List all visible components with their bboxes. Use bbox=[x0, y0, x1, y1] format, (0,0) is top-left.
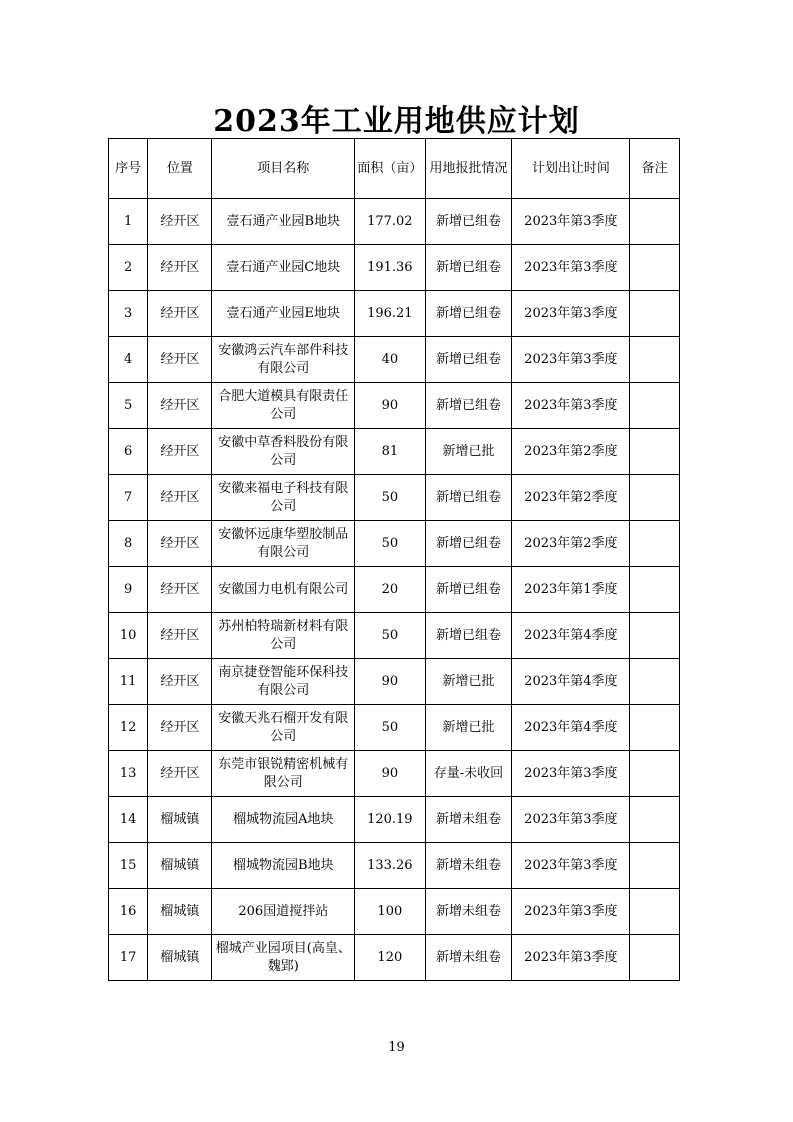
cell-planned-time: 2023年第3季度 bbox=[512, 383, 630, 429]
cell-area: 50 bbox=[355, 613, 425, 659]
cell-area: 177.02 bbox=[355, 199, 425, 245]
cell-remarks bbox=[630, 843, 680, 889]
cell-area: 120 bbox=[355, 935, 425, 981]
cell-area: 120.19 bbox=[355, 797, 425, 843]
cell-approval-status: 存量-未收回 bbox=[425, 751, 512, 797]
cell-remarks bbox=[630, 291, 680, 337]
cell-index: 16 bbox=[109, 889, 148, 935]
cell-index: 8 bbox=[109, 521, 148, 567]
table-row bbox=[109, 567, 680, 613]
cell-index: 9 bbox=[109, 567, 148, 613]
cell-area: 196.21 bbox=[355, 291, 425, 337]
page-number: 19 bbox=[388, 1040, 405, 1055]
cell-index: 2 bbox=[109, 245, 148, 291]
cell-remarks bbox=[630, 935, 680, 981]
cell-index: 1 bbox=[109, 199, 148, 245]
table-row bbox=[109, 889, 680, 935]
header-planned-time: 计划出让时间 bbox=[512, 139, 630, 199]
cell-area: 20 bbox=[355, 567, 425, 613]
cell-index: 12 bbox=[109, 705, 148, 751]
table-row bbox=[109, 429, 680, 475]
cell-project-name: 榴城物流园A地块 bbox=[212, 797, 355, 843]
cell-index: 5 bbox=[109, 383, 148, 429]
table-row bbox=[109, 383, 680, 429]
table-row bbox=[109, 245, 680, 291]
cell-index: 4 bbox=[109, 337, 148, 383]
cell-approval-status: 新增已组卷 bbox=[425, 521, 512, 567]
cell-index: 7 bbox=[109, 475, 148, 521]
cell-project-name: 206国道搅拌站 bbox=[212, 889, 355, 935]
cell-area: 133.26 bbox=[355, 843, 425, 889]
cell-planned-time: 2023年第2季度 bbox=[512, 429, 630, 475]
cell-index: 10 bbox=[109, 613, 148, 659]
cell-approval-status: 新增已组卷 bbox=[425, 567, 512, 613]
cell-location: 经开区 bbox=[148, 337, 212, 383]
cell-remarks bbox=[630, 245, 680, 291]
cell-location: 经开区 bbox=[148, 613, 212, 659]
table-row bbox=[109, 613, 680, 659]
cell-project-name: 榴城物流园B地块 bbox=[212, 843, 355, 889]
cell-approval-status: 新增已组卷 bbox=[425, 199, 512, 245]
cell-location: 经开区 bbox=[148, 475, 212, 521]
cell-planned-time: 2023年第3季度 bbox=[512, 843, 630, 889]
table-row bbox=[109, 475, 680, 521]
cell-remarks bbox=[630, 567, 680, 613]
cell-planned-time: 2023年第2季度 bbox=[512, 521, 630, 567]
cell-area: 90 bbox=[355, 659, 425, 705]
cell-approval-status: 新增已组卷 bbox=[425, 245, 512, 291]
cell-location: 经开区 bbox=[148, 429, 212, 475]
cell-index: 17 bbox=[109, 935, 148, 981]
cell-planned-time: 2023年第3季度 bbox=[512, 889, 630, 935]
cell-approval-status: 新增已批 bbox=[425, 429, 512, 475]
cell-area: 50 bbox=[355, 475, 425, 521]
table-row bbox=[109, 659, 680, 705]
header-index: 序号 bbox=[109, 139, 148, 199]
cell-area: 81 bbox=[355, 429, 425, 475]
table-row bbox=[109, 935, 680, 981]
cell-location: 经开区 bbox=[148, 245, 212, 291]
cell-approval-status: 新增已组卷 bbox=[425, 613, 512, 659]
cell-project-name: 安徽来福电子科技有限公司 bbox=[212, 475, 355, 521]
cell-remarks bbox=[630, 797, 680, 843]
cell-index: 13 bbox=[109, 751, 148, 797]
cell-location: 经开区 bbox=[148, 521, 212, 567]
cell-remarks bbox=[630, 659, 680, 705]
cell-planned-time: 2023年第2季度 bbox=[512, 475, 630, 521]
cell-project-name: 合肥大道模具有限责任公司 bbox=[212, 383, 355, 429]
cell-project-name: 壹石通产业园C地块 bbox=[212, 245, 355, 291]
cell-location: 榴城镇 bbox=[148, 797, 212, 843]
table-row bbox=[109, 291, 680, 337]
cell-location: 榴城镇 bbox=[148, 935, 212, 981]
cell-approval-status: 新增已组卷 bbox=[425, 383, 512, 429]
cell-planned-time: 2023年第4季度 bbox=[512, 613, 630, 659]
table-row bbox=[109, 199, 680, 245]
cell-area: 191.36 bbox=[355, 245, 425, 291]
cell-location: 经开区 bbox=[148, 751, 212, 797]
table-row bbox=[109, 705, 680, 751]
cell-remarks bbox=[630, 613, 680, 659]
cell-planned-time: 2023年第3季度 bbox=[512, 751, 630, 797]
cell-index: 6 bbox=[109, 429, 148, 475]
cell-project-name: 壹石通产业园B地块 bbox=[212, 199, 355, 245]
table-body bbox=[109, 199, 680, 981]
cell-area: 90 bbox=[355, 751, 425, 797]
cell-project-name: 壹石通产业园E地块 bbox=[212, 291, 355, 337]
cell-location: 经开区 bbox=[148, 199, 212, 245]
cell-index: 14 bbox=[109, 797, 148, 843]
cell-remarks bbox=[630, 751, 680, 797]
cell-index: 15 bbox=[109, 843, 148, 889]
cell-planned-time: 2023年第3季度 bbox=[512, 199, 630, 245]
cell-remarks bbox=[630, 475, 680, 521]
cell-approval-status: 新增未组卷 bbox=[425, 935, 512, 981]
cell-project-name: 安徽中草香料股份有限公司 bbox=[212, 429, 355, 475]
cell-approval-status: 新增已批 bbox=[425, 659, 512, 705]
cell-area: 50 bbox=[355, 705, 425, 751]
cell-location: 经开区 bbox=[148, 659, 212, 705]
cell-planned-time: 2023年第3季度 bbox=[512, 291, 630, 337]
cell-approval-status: 新增未组卷 bbox=[425, 843, 512, 889]
header-remarks: 备注 bbox=[630, 139, 680, 199]
cell-project-name: 榴城产业园项目(高皇、魏郢) bbox=[212, 935, 355, 981]
table-header-row bbox=[109, 139, 680, 199]
cell-area: 90 bbox=[355, 383, 425, 429]
cell-project-name: 安徽国力电机有限公司 bbox=[212, 567, 355, 613]
header-location: 位置 bbox=[148, 139, 212, 199]
land-supply-table bbox=[108, 138, 680, 981]
cell-remarks bbox=[630, 383, 680, 429]
cell-index: 3 bbox=[109, 291, 148, 337]
cell-remarks bbox=[630, 429, 680, 475]
cell-project-name: 南京捷登智能环保科技有限公司 bbox=[212, 659, 355, 705]
table-row bbox=[109, 521, 680, 567]
cell-location: 榴城镇 bbox=[148, 843, 212, 889]
cell-planned-time: 2023年第3季度 bbox=[512, 337, 630, 383]
cell-index: 11 bbox=[109, 659, 148, 705]
header-approval-status: 用地报批情况 bbox=[425, 139, 512, 199]
cell-planned-time: 2023年第3季度 bbox=[512, 797, 630, 843]
cell-planned-time: 2023年第4季度 bbox=[512, 705, 630, 751]
cell-project-name: 东莞市银锐精密机械有限公司 bbox=[212, 751, 355, 797]
cell-approval-status: 新增未组卷 bbox=[425, 797, 512, 843]
cell-area: 40 bbox=[355, 337, 425, 383]
cell-approval-status: 新增未组卷 bbox=[425, 889, 512, 935]
cell-planned-time: 2023年第3季度 bbox=[512, 935, 630, 981]
table-row bbox=[109, 797, 680, 843]
cell-location: 经开区 bbox=[148, 567, 212, 613]
cell-project-name: 苏州柏特瑞新材料有限公司 bbox=[212, 613, 355, 659]
cell-location: 经开区 bbox=[148, 291, 212, 337]
cell-remarks bbox=[630, 705, 680, 751]
cell-approval-status: 新增已组卷 bbox=[425, 337, 512, 383]
header-area: 面积（亩） bbox=[355, 139, 425, 199]
table-row bbox=[109, 751, 680, 797]
cell-approval-status: 新增已组卷 bbox=[425, 475, 512, 521]
cell-approval-status: 新增已批 bbox=[425, 705, 512, 751]
cell-remarks bbox=[630, 199, 680, 245]
cell-project-name: 安徽怀远康华塑胶制品有限公司 bbox=[212, 521, 355, 567]
document-title: 2023年工业用地供应计划 bbox=[213, 104, 580, 139]
cell-planned-time: 2023年第1季度 bbox=[512, 567, 630, 613]
cell-project-name: 安徽鸿云汽车部件科技有限公司 bbox=[212, 337, 355, 383]
cell-remarks bbox=[630, 521, 680, 567]
cell-location: 榴城镇 bbox=[148, 889, 212, 935]
cell-area: 100 bbox=[355, 889, 425, 935]
cell-approval-status: 新增已组卷 bbox=[425, 291, 512, 337]
header-project-name: 项目名称 bbox=[212, 139, 355, 199]
cell-remarks bbox=[630, 337, 680, 383]
cell-area: 50 bbox=[355, 521, 425, 567]
cell-planned-time: 2023年第4季度 bbox=[512, 659, 630, 705]
cell-location: 经开区 bbox=[148, 383, 212, 429]
table-row bbox=[109, 337, 680, 383]
cell-planned-time: 2023年第3季度 bbox=[512, 245, 630, 291]
cell-location: 经开区 bbox=[148, 705, 212, 751]
cell-project-name: 安徽天兆石榴开发有限公司 bbox=[212, 705, 355, 751]
cell-remarks bbox=[630, 889, 680, 935]
table-row bbox=[109, 843, 680, 889]
